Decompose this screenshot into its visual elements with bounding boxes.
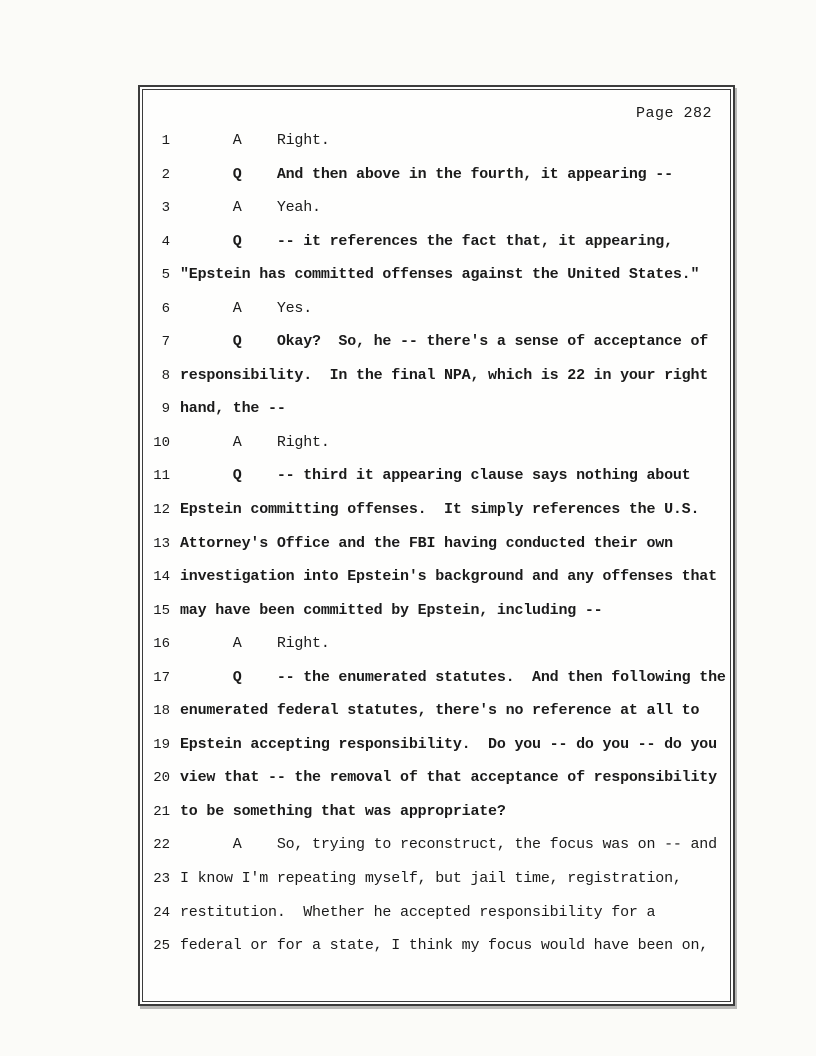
transcript-line (140, 333, 729, 367)
line-text: A Right. (180, 635, 330, 653)
line-number: 2 (161, 166, 170, 183)
line-text: I know I'm repeating myself, but jail time, registration, (180, 870, 682, 888)
transcript-line (140, 736, 729, 770)
line-number: 19 (153, 736, 170, 753)
line-text: A Yeah. (180, 199, 321, 217)
line-text: investigation into Epstein's background and any offenses that (180, 568, 717, 586)
line-text: Epstein committing offenses. It simply references the U.S. (180, 501, 700, 519)
transcript-line (140, 769, 729, 803)
line-number: 10 (153, 434, 170, 451)
line-text: Attorney's Office and the FBI having conducted their own (180, 534, 673, 552)
transcript-line (140, 300, 729, 334)
line-text: Q -- it references the fact that, it appearing, (180, 232, 673, 250)
transcript-line (140, 803, 729, 837)
line-number: 9 (161, 401, 170, 418)
line-number: 21 (153, 803, 170, 820)
line-number: 17 (153, 669, 170, 686)
transcript-line (140, 467, 729, 501)
transcript-line (140, 367, 729, 401)
line-number: 20 (153, 770, 170, 787)
line-text: responsibility. In the final NPA, which is 22 in your right (180, 366, 709, 384)
transcript-body (140, 132, 729, 971)
line-text: A Right. (180, 132, 330, 149)
line-text: A So, trying to reconstruct, the focus was on -- and (180, 836, 717, 854)
line-number: 13 (153, 535, 170, 552)
line-text: hand, the -- (180, 400, 286, 418)
transcript-line (140, 669, 729, 703)
line-number: 1 (161, 133, 170, 149)
transcript-line (140, 266, 729, 300)
line-text: "Epstein has committed offenses against the United States." (180, 266, 700, 284)
transcript-line (140, 535, 729, 569)
transcript-line (140, 836, 729, 870)
line-text: federal or for a state, I think my focus would have been on, (180, 937, 709, 955)
line-number: 5 (161, 267, 170, 284)
transcript-line (140, 132, 729, 166)
transcript-line (140, 233, 729, 267)
line-number: 22 (153, 837, 170, 854)
transcript-line (140, 937, 729, 971)
line-number: 6 (161, 300, 170, 317)
line-number: 11 (153, 468, 170, 485)
transcript-line (140, 702, 729, 736)
line-number: 8 (161, 367, 170, 384)
line-text: A Yes. (180, 299, 313, 317)
line-text: enumerated federal statutes, there's no reference at all to (180, 702, 700, 720)
line-number: 25 (153, 938, 170, 955)
line-text: restitution. Whether he accepted responsibility for a (180, 903, 656, 921)
line-text: Q And then above in the fourth, it appearing -- (180, 165, 673, 183)
line-number: 24 (153, 904, 170, 921)
line-text: may have been committed by Epstein, including -- (180, 601, 603, 619)
line-number: 4 (161, 233, 170, 250)
transcript-line (140, 166, 729, 200)
line-text: Q -- third it appearing clause says nothing about (180, 467, 691, 485)
line-number: 3 (161, 200, 170, 217)
transcript-line (140, 199, 729, 233)
page-number: Page 282 (635, 105, 712, 122)
line-text: Q Okay? So, he -- there's a sense of acceptance of (180, 333, 709, 351)
line-text: view that -- the removal of that acceptance of responsibility (180, 769, 717, 787)
line-number: 15 (153, 602, 170, 619)
transcript-line (140, 602, 729, 636)
transcript-line (140, 400, 729, 434)
line-number: 18 (153, 703, 170, 720)
line-text: Q -- the enumerated statutes. And then following the (180, 668, 726, 686)
transcript-line (140, 635, 729, 669)
line-number: 23 (153, 871, 170, 888)
transcript-line (140, 904, 729, 938)
document-frame (138, 85, 735, 1006)
line-text: Epstein accepting responsibility. Do you -- do you -- do you (180, 735, 717, 753)
transcript-line (140, 568, 729, 602)
transcript-line (140, 434, 729, 468)
line-number: 14 (153, 569, 170, 586)
transcript-line (140, 501, 729, 535)
transcript-line (140, 870, 729, 904)
line-number: 16 (153, 636, 170, 653)
line-number: 12 (153, 502, 170, 519)
line-text: to be something that was appropriate? (180, 802, 506, 820)
line-text: A Right. (180, 433, 330, 451)
line-number: 7 (161, 334, 170, 351)
